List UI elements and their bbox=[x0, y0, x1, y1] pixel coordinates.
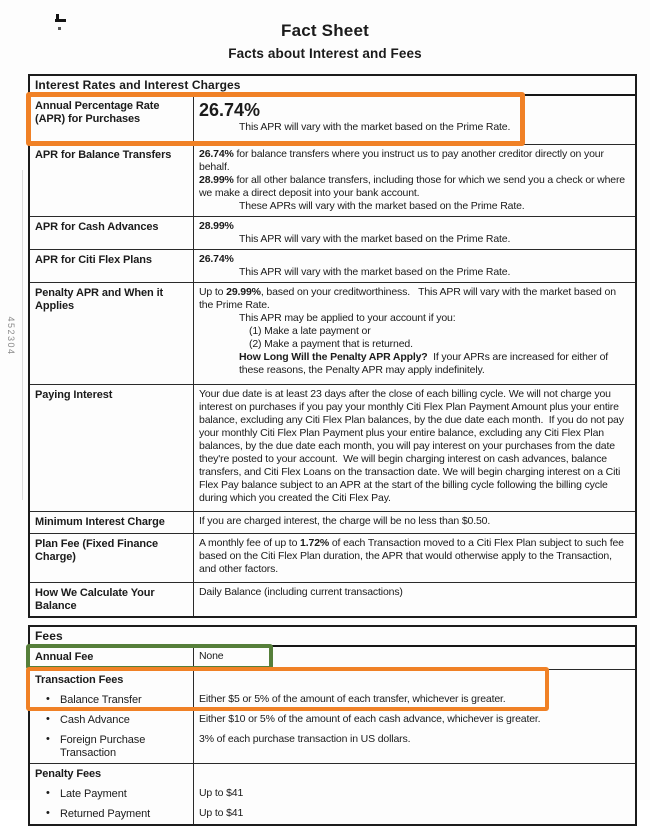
row-value bbox=[194, 670, 635, 690]
row-value bbox=[194, 283, 635, 384]
value-text-bold: How Long Will the Penalty APR Apply? bbox=[239, 351, 428, 363]
table-row bbox=[30, 384, 635, 511]
table-row bbox=[30, 282, 635, 384]
value-text: Your due date is at least 23 days after the close of each billing cycle. We will not charge you interest on purchases if you pay your monthly Citi Flex Plan Payment Amount plus your entire balance, excluding any Citi Flex Plan balances, by the due date each month. If you do not pay your monthly Citi Flex Plan Payment plus your entire balance, excluding any Citi Flex Plan balances, by the due date each month, you will pay interest on your purchases from the date they're posted to your account. We will begin charging interest on cash advances, balance transfers, and Citi Flex Loans on the transaction date. We will begin charging interest on a Citi Flex Pay balance subject to an APR at the start of the billing cycle following the billing cycle during which you created the Citi Flex Pay. bbox=[199, 388, 627, 504]
value-text: (1) Make a late payment or bbox=[249, 325, 371, 337]
fees-table-header: Fees bbox=[30, 627, 635, 647]
row-label: • Balance Transfer bbox=[30, 690, 194, 710]
fees-table bbox=[28, 625, 637, 826]
value-text: Up to bbox=[199, 286, 227, 298]
value-line bbox=[199, 338, 630, 351]
value-text: This APR will vary with the market based on the Prime Rate. bbox=[239, 233, 511, 245]
value-line bbox=[199, 693, 630, 706]
row-value bbox=[194, 96, 635, 144]
row-value bbox=[194, 690, 635, 710]
value-line bbox=[199, 99, 630, 121]
value-text-bold: 29.99% bbox=[226, 286, 261, 298]
value-line bbox=[199, 733, 630, 746]
value-text: These APRs will vary with the market based on the Prime Rate. bbox=[239, 200, 525, 212]
row-value bbox=[194, 784, 635, 804]
value-text: 3% of each purchase transaction in US dollars. bbox=[199, 733, 411, 745]
table-row bbox=[30, 710, 635, 730]
value-text: (2) Make a payment that is returned. bbox=[249, 338, 413, 350]
value-line bbox=[199, 253, 630, 266]
value-text: Up to $41 bbox=[199, 807, 244, 819]
table-row bbox=[30, 144, 635, 216]
scan-edge-line bbox=[22, 170, 23, 500]
value-line bbox=[199, 286, 630, 312]
value-text: This APR will vary with the market based on the Prime Rate. bbox=[239, 266, 511, 278]
value-line bbox=[199, 200, 630, 213]
row-label: Penalty Fees bbox=[30, 764, 194, 784]
table-row bbox=[30, 582, 635, 616]
value-line bbox=[199, 174, 630, 200]
table-row bbox=[30, 763, 635, 784]
value-text: for all other balance transfers, including those for which we send you a check or where we make a direct deposit into your bank account. bbox=[199, 174, 628, 199]
row-label: APR for Balance Transfers bbox=[30, 145, 194, 216]
table-row bbox=[30, 669, 635, 690]
value-text: Either $5 or 5% of the amount of each transfer, whichever is greater. bbox=[199, 693, 506, 705]
value-text: None bbox=[199, 650, 224, 662]
page-subtitle: Facts about Interest and Fees bbox=[228, 46, 422, 61]
value-text: Either $10 or 5% of the amount of each cash advance, whichever is greater. bbox=[199, 713, 541, 725]
row-label: • Returned Payment bbox=[30, 804, 194, 824]
table-row bbox=[30, 216, 635, 249]
page-title: Fact Sheet bbox=[281, 21, 369, 40]
value-line bbox=[199, 787, 630, 800]
interest-rates-table-header: Interest Rates and Interest Charges bbox=[30, 76, 635, 96]
row-value bbox=[194, 385, 635, 511]
value-line bbox=[199, 233, 630, 246]
value-text: for balance transfers where you instruct us to pay another creditor directly on your behalf. bbox=[199, 148, 607, 173]
value-text: A monthly fee of up to bbox=[199, 537, 301, 549]
value-text-bold: 1.72% bbox=[300, 537, 330, 549]
table-row bbox=[30, 533, 635, 582]
value-text: Up to $41 bbox=[199, 787, 244, 799]
row-label: • Foreign Purchase Transaction bbox=[30, 730, 194, 763]
row-label: Plan Fee (Fixed Finance Charge) bbox=[30, 534, 194, 582]
value-text: This APR will vary with the market based on the Prime Rate. bbox=[239, 121, 511, 133]
scan-artifact-mark bbox=[58, 27, 61, 30]
value-line bbox=[199, 586, 630, 599]
table-row bbox=[30, 690, 635, 710]
scan-artifact-mark bbox=[55, 19, 66, 22]
value-text-bold: 26.74% bbox=[199, 148, 234, 160]
value-text-bold: 28.99% bbox=[199, 174, 234, 186]
table-row bbox=[30, 804, 635, 824]
row-label: Penalty APR and When it Applies bbox=[30, 283, 194, 384]
value-text: , based on your creditworthiness. This APR will vary with the market based on the Prime Rate. bbox=[199, 286, 619, 311]
row-value bbox=[194, 217, 635, 249]
row-value bbox=[194, 710, 635, 730]
row-value bbox=[194, 145, 635, 216]
value-line bbox=[199, 515, 630, 528]
value-text: If you are charged interest, the charge will be no less than $0.50. bbox=[199, 515, 491, 527]
row-label: Annual Fee bbox=[30, 647, 194, 669]
value-line bbox=[199, 713, 630, 726]
value-line bbox=[199, 121, 630, 134]
row-label: How We Calculate Your Balance bbox=[30, 583, 194, 616]
table-row bbox=[30, 647, 635, 669]
row-value bbox=[194, 647, 635, 669]
value-line bbox=[199, 220, 630, 233]
interest-rates-table bbox=[28, 74, 637, 618]
value-line bbox=[199, 388, 630, 505]
row-label: Paying Interest bbox=[30, 385, 194, 511]
value-line bbox=[199, 148, 630, 174]
row-value bbox=[194, 250, 635, 282]
value-line bbox=[199, 807, 630, 820]
fees-table-body bbox=[30, 647, 635, 824]
row-label: Minimum Interest Charge bbox=[30, 512, 194, 533]
row-label: APR for Cash Advances bbox=[30, 217, 194, 249]
table-row bbox=[30, 784, 635, 804]
row-value bbox=[194, 764, 635, 784]
row-label: Annual Percentage Rate (APR) for Purchases bbox=[30, 96, 194, 144]
value-line bbox=[199, 312, 630, 325]
print-code-vertical: 452304 bbox=[6, 316, 16, 356]
value-line bbox=[199, 351, 630, 377]
value-line bbox=[199, 650, 630, 663]
row-value bbox=[194, 512, 635, 533]
table-row bbox=[30, 96, 635, 144]
table-row bbox=[30, 511, 635, 533]
table-row bbox=[30, 249, 635, 282]
value-text: of each Transaction moved to a Citi Flex Plan subject to such fee based on the Citi Flex Plan duration, the APR that would otherwise apply to the Transaction, and other factors. bbox=[199, 537, 627, 575]
row-value bbox=[194, 730, 635, 763]
row-value bbox=[194, 583, 635, 616]
table-row bbox=[30, 730, 635, 763]
row-label: • Cash Advance bbox=[30, 710, 194, 730]
value-text: This APR may be applied to your account if you: bbox=[239, 312, 456, 324]
value-text-bold: 26.74% bbox=[199, 100, 261, 120]
value-line bbox=[199, 537, 630, 576]
row-label: APR for Citi Flex Plans bbox=[30, 250, 194, 282]
value-line bbox=[199, 266, 630, 279]
interest-rates-table-body bbox=[30, 96, 635, 616]
row-label: • Late Payment bbox=[30, 784, 194, 804]
row-value bbox=[194, 804, 635, 824]
value-text-bold: 26.74% bbox=[199, 253, 234, 265]
value-line bbox=[199, 325, 630, 338]
row-label: Transaction Fees bbox=[30, 670, 194, 690]
value-text: If your APRs are increased for either of these reasons, the Penalty APR may apply indefinitely. bbox=[239, 351, 611, 376]
value-text: Daily Balance (including current transactions) bbox=[199, 586, 403, 598]
row-value bbox=[194, 534, 635, 582]
value-text-bold: 28.99% bbox=[199, 220, 234, 232]
